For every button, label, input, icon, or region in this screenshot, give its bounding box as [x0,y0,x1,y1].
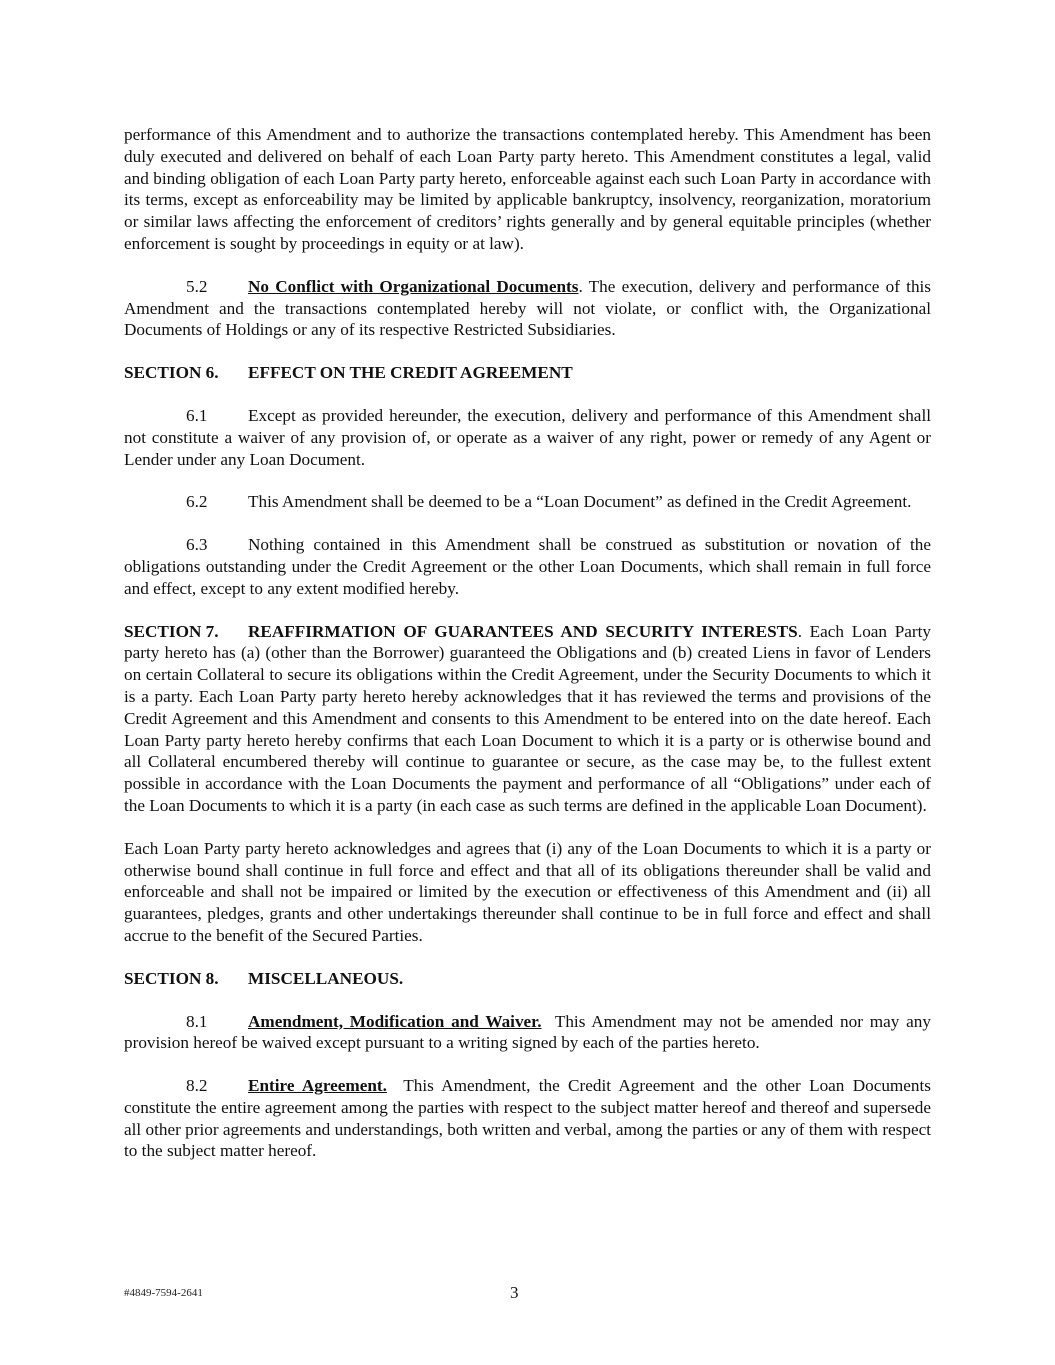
section-text: . Each Loan Party party hereto has (a) (other than the Borrower) guaranteed the Obligations and (b) created Liens in favor of Lenders on certain Collateral to secure its obligations within the Credit Agreement, under the Security Documents to which it is a party. Each Loan Party party hereto hereby acknowledges that it has reviewed the terms and provisions of the Credit Agreement and this Amendment and consents to this Amendment to be entered into on the date hereof. Each Loan Party party hereto hereby confirms that each Loan Document to which it is a party or is otherwise bound and all Collateral encumbered thereby will continue to guarantee or secure, as the case may be, to the fullest extent possible in accordance with the Loan Documents the payment and performance of all “Obligations” under each of the Loan Documents to which it is a party (in each case as such terms are defined in the applicable Loan Document). [124,621,931,815]
clause-text: This Amendment, the Credit Agreement and the other Loan Documents constitute the entire agreement among the parties with respect to the subject matter hereof and thereof and supersede all other prior agreements and understandings, both written and verbal, among the parties or any of them with respect to the subject matter hereof. [124,1076,936,1161]
paragraph-continuation: performance of this Amendment and to authorize the transactions contemplated hereby. This Amendment has been duly executed and delivered on behalf of each Loan Party party hereto. This Amendment constitutes a legal, valid and binding obligation of each Loan Party party hereto, enforceable against each such Loan Party in accordance with its terms, except as enforceability may be limited by applicable bankruptcy, insolvency, reorganization, moratorium or similar laws affecting the enforcement of creditors’ rights generally and by general equitable principles (whether enforcement is sought by proceedings in equity or at law). [124,125,931,253]
clause-text: Nothing contained in this Amendment shall be construed as substitution or novation of the obligations outstanding under the Credit Agreement or the other Loan Documents, which shall remain in full force and effect, except to any extent modified hereby. [124,535,931,598]
clause-text: This Amendment shall be deemed to be a “Loan Document” as defined in the Credit Agreement. [248,492,912,512]
clause-number: 8.1 [186,1011,208,1031]
section-7-paragraph-2: Each Loan Party party hereto acknowledges and agrees that (i) any of the Loan Documents to which it is a party or otherwise bound shall continue in full force and effect and that all of its obligations thereunder shall be valid and enforceable and shall not be impaired or limited by the execution or effectiveness of this Amendment and (ii) all guarantees, pledges, grants and other undertakings thereunder shall continue to be in full force and effect and shall accrue to the benefit of the Secured Parties. [124,838,931,945]
clause-6-1 [124,405,931,470]
clause-title: No Conflict with Organizational Documents [248,276,579,296]
section-number: SECTION 6. [124,363,219,383]
clause-number: 6.2 [186,492,208,512]
page-number: 3 [510,1283,519,1302]
section-number: SECTION 7. [124,621,219,641]
clause-8-2 [124,1075,936,1162]
section-number: SECTION 8. [124,968,219,988]
clause-number: 6.3 [186,535,208,555]
section-6-heading [124,362,931,384]
section-title: EFFECT ON THE CREDIT AGREEMENT [248,363,573,383]
clause-6-3 [124,534,931,599]
clause-text: This Amendment may not be amended nor may any provision hereof be waived except pursuant to a writing signed by each of the parties hereto. [124,1011,936,1053]
section-title: MISCELLANEOUS. [248,968,404,988]
clause-5-2 [124,276,931,341]
section-8-heading [124,968,931,990]
clause-number: 6.1 [186,405,208,425]
clause-text: . The execution, delivery and performance of this Amendment and the transactions contemplated hereby will not violate, or conflict with, the Organizational Documents of Holdings or any of its respective Restricted Subsidiaries. [124,276,931,340]
clause-title: Amendment, Modification and Waiver. [248,1011,542,1031]
clause-6-2 [124,491,931,513]
document-id: #4849-7594-2641 [124,1287,203,1299]
clause-8-1 [124,1011,936,1055]
clause-number: 8.2 [186,1076,208,1096]
clause-number: 5.2 [186,276,208,296]
document-page [124,124,936,1162]
section-7 [124,621,931,817]
clause-title: Entire Agreement. [248,1076,387,1096]
clause-text: Except as provided hereunder, the execution, delivery and performance of this Amendment shall not constitute a waiver of any provision of, or operate as a waiver of any right, power or remedy of any Agent or Lender under any Loan Document. [124,405,931,469]
section-title: REAFFIRMATION OF GUARANTEES AND SECURITY INTERESTS [248,621,798,641]
